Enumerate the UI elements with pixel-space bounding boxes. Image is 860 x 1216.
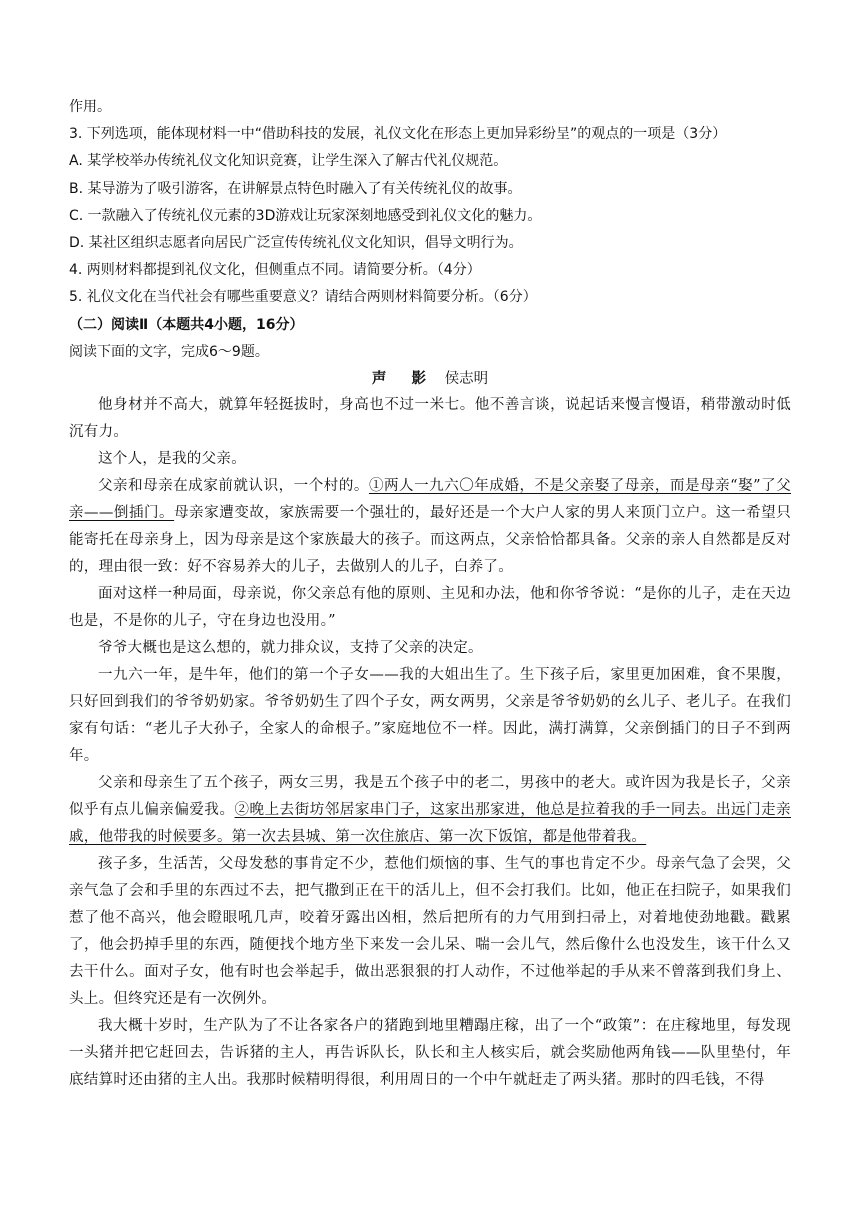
paragraph-7-text: 父亲和母亲生了五个孩子，两女三男，我是五个孩子中的老二，男孩中的老大。或许因为我是长子，父亲似乎有点儿偏亲偏爱我。: [69, 775, 791, 818]
article-heading: [0, 369, 860, 389]
question-2-tail: 作用。: [69, 99, 111, 115]
paragraph-7: [69, 770, 791, 851]
question-3-option-c: C. 一款融入了传统礼仪元素的3D游戏让玩家深刻地感受到礼仪文化的魅力。: [69, 208, 542, 224]
question-5: 5. 礼仪文化在当代社会有哪些重要意义？请结合两则材料简要分析。（6分）: [69, 289, 537, 305]
paragraph-4: 面对这样一种局面，母亲说，你父亲总有他的原则、主见和办法，他和你爷爷说：“是你的儿子，走在天边也是，不是你的儿子，守在身边也没用。”: [69, 586, 791, 629]
paragraph-1: 他身材并不高大，就算年轻挺拔时，身高也不过一米七。他不善言谈，说起话来慢言慢语，稍带激动时低沉有力。: [69, 397, 791, 440]
paragraph-2: 这个人，是我的父亲。: [98, 451, 246, 467]
section-instruction: 阅读下面的文字，完成6～9题。: [69, 344, 269, 360]
paragraph-9: 我大概十岁时，生产队为了不让各家各户的猪跑到地里糟蹋庄稼，出了一个“政策”：在庄稼地里，每发现一头猪并把它赶回去，告诉猪的主人，再告诉队长，队长和主人核实后，就会奖励他两角钱——队里垫付，年底结算时还由猪的主人出。我那时候精明得很，利用周日的一个中午就赶走了两头猪。那时的四毛钱，不得: [69, 1018, 791, 1088]
question-3: 3. 下列选项，能体现材料一中“借助科技的发展，礼仪文化在形态上更加异彩纷呈”的观点的一项是（3分）: [69, 126, 727, 142]
underlined-sentence-1: ①两人一九六〇年成婚，不是父亲娶了母亲，而是母亲“娶”了父亲——倒插门。: [69, 478, 791, 521]
underlined-sentence-2: ②晚上去街坊邻居家串门子，这家出那家进，他总是拉着我的手一同去。出远门走亲戚，他带我的时候要多。第一次去县城、第一次住旅店、第一次下饭馆，都是他带着我。: [69, 802, 791, 845]
article-author: 侯志明: [444, 371, 489, 387]
article-title: 声 影: [371, 370, 436, 387]
section-title: （二）阅读Ⅱ（本题共4小题，16分）: [69, 317, 304, 333]
question-3-option-d: D. 某社区组织志愿者向居民广泛宣传传统礼仪文化知识，倡导文明行为。: [69, 235, 523, 251]
paragraph-3-rest: 母亲家遭变故，家族需要一个强壮的，最好还是一个大户人家的男人来顶门立户。这一希望只能寄托在母亲身上，因为母亲是这个家族最大的孩子。而这两点，父亲恰恰都具备。父亲的亲人自然都是反对的，理由很一致：好不容易养大的儿子，去做别人的儿子，白养了。: [69, 505, 792, 575]
paragraph-8: 孩子多，生活苦，父母发愁的事肯定不少，惹他们烦恼的事、生气的事也肯定不少。母亲气急了会哭，父亲气急了会和手里的东西过不去，把气撒到正在干的活儿上，但不会打我们。比如，他正在扫院子，如果我们惹了他不高兴，他会瞪眼吼几声，咬着牙露出凶相，然后把所有的力气用到扫帚上，对着地使劲地戳。戳累了，他会扔掉手里的东西，随便找个地方坐下来发一会儿呆、喘一会儿气，然后像什么也没发生，该干什么又去干什么。面对子女，他有时也会举起手，做出恶狠狠的打人动作，不过他举起的手从来不曾落到我们身上、头上。但终究还是有一次例外。: [69, 856, 791, 1007]
paragraph-5: 爷爷大概也是这么想的，就力排众议，支持了父亲的决定。: [98, 640, 483, 656]
question-4: 4. 两则材料都提到礼仪文化，但侧重点不同。请简要分析。（4分）: [69, 262, 481, 278]
paragraph-6: 一九六一年，是牛年，他们的第一个子女——我的大姐出生了。生下孩子后，家里更加困难，食不果腹，只好回到我们的爷爷奶奶家。爷爷奶奶生了四个子女，两女两男，父亲是爷爷奶奶的幺儿子、老儿子。在我们家有句话：“老儿子大孙子，全家人的命根子。”家庭地位不一样。因此，满打满算，父亲倒插门的日子不到两年。: [69, 667, 791, 764]
paragraph-3-text: 父亲和母亲在成家前就认识，一个村的。: [98, 478, 369, 494]
question-3-option-b: B. 某导游为了吸引游客，在讲解景点特色时融入了有关传统礼仪的故事。: [69, 181, 522, 197]
question-3-option-a: A. 某学校举办传统礼仪文化知识竞赛，让学生深入了解古代礼仪规范。: [69, 153, 508, 169]
paragraph-3: [69, 473, 791, 581]
